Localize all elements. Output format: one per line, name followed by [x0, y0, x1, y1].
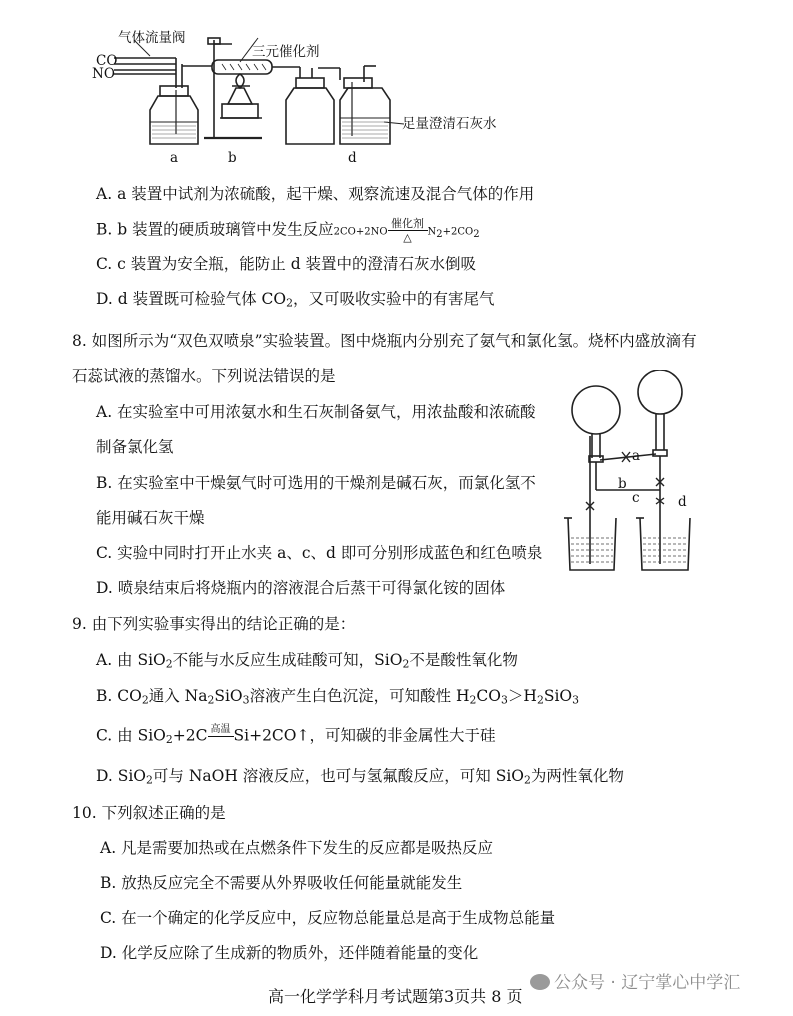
q8-option-c: C. 实验中同时打开止水夹 a、c、d 即可分别形成蓝色和红色喷泉 — [96, 544, 543, 562]
q10-option-a: A. 凡是需要加热或在点燃条件下发生的反应都是吸热反应 — [100, 839, 494, 857]
watermark-text: 公众号 · 辽宁掌心中学汇 — [554, 973, 741, 993]
q9-option-a: A. 由 SiO$_2$不能与水反应生成硅酸可知，SiO$_2$不是酸性氧化物 — [96, 651, 518, 671]
q8-option-a-line-2: 制备氯化氢 — [96, 438, 174, 456]
clamp-label-b: b — [618, 476, 627, 492]
reaction-condition-arrow: 催化剂 △ — [388, 218, 428, 243]
q9-option-b: B. $CO_2$通入 $Na_2SiO_3$溶液产生白色沉淀，可知酸性 $H_2CO_3>H_2SiO_3$ — [96, 687, 580, 707]
q9-option-d: D. SiO$_2$可与 NaOH 溶液反应，也可与氢氟酸反应，可知 SiO$_2$为两性氧化物 — [96, 767, 624, 787]
clamp-label-d: d — [678, 494, 687, 510]
q10-stem: 10. 下列叙述正确的是 — [72, 804, 226, 822]
q8-option-a-line-1: A. 在实验室中可用浓氨水和生石灰制备氨气，用浓盐酸和浓硫酸 — [96, 403, 536, 421]
watermark — [530, 968, 740, 993]
device-label-a: a — [170, 150, 179, 166]
page-number-text: 高一化学学科月考试题第3页共 8 页 — [268, 987, 523, 1006]
q8-option-b-line-1: B. 在实验室中干燥氨气时可选用的干燥剂是碱石灰，而氯化氢不 — [96, 474, 536, 492]
catalyst-label: 三元催化剂 — [252, 44, 320, 60]
q10-option-b: B. 放热反应完全不需要从外界吸收任何能量就能发生 — [100, 874, 463, 892]
q8-stem-line-2: 石蕊试液的蒸馏水。下列说法错误的是 — [72, 367, 336, 385]
limewater-label: 足量澄清石灰水 — [402, 116, 497, 132]
q10-option-c: C. 在一个确定的化学反应中，反应物总能量总是高于生成物总能量 — [100, 909, 556, 927]
q7-option-a: A. a 装置中试剂为浓硫酸，起干燥、观察流速及混合气体的作用 — [96, 185, 535, 203]
gas-co-label: CO — [96, 53, 118, 69]
q9-option-c: C. 由 SiO$_2$+2C 高温 Si+2CO↑，可知碳的非金属性大于硅 — [96, 724, 495, 749]
gas-apparatus-drawing — [0, 0, 793, 175]
q8-stem-line-1: 8. 如图所示为“双色双喷泉”实验装置。图中烧瓶内分别充了氨气和氯化氢。烧杯内盛放滴有 — [72, 332, 697, 350]
high-temp-arrow: 高温 — [208, 724, 234, 749]
q8-option-d: D. 喷泉结束后将烧瓶内的溶液混合后蒸干可得氯化铵的固体 — [96, 579, 506, 597]
q7-option-b: B. b 装置的硬质玻璃管中发生反应2CO+2NO 催化剂 △ $N_2+2CO_2$ — [96, 217, 480, 244]
q8-option-b-line-2: 能用碱石灰干燥 — [96, 509, 205, 527]
clamp-label-c: c — [632, 490, 640, 506]
q7-option-c: C. c 装置为安全瓶，能防止 d 装置中的澄清石灰水倒吸 — [96, 255, 477, 273]
gas-no-label: NO — [92, 66, 115, 82]
q9-stem: 9. 由下列实验事实得出的结论正确的是： — [72, 615, 356, 633]
fountain-apparatus-drawing — [560, 370, 760, 580]
clamp-label-a: a — [632, 448, 641, 464]
wechat-icon — [530, 974, 550, 990]
q7-option-d: D. d 装置既可检验气体 $CO_2$，又可吸收实验中的有害尾气 — [96, 290, 495, 310]
q10-option-d: D. 化学反应除了生成新的物质外，还伴随着能量的变化 — [100, 944, 479, 962]
device-label-b: b — [228, 150, 237, 166]
valve-label: 气体流量阀 — [118, 30, 186, 46]
device-label-d: d — [348, 150, 357, 166]
